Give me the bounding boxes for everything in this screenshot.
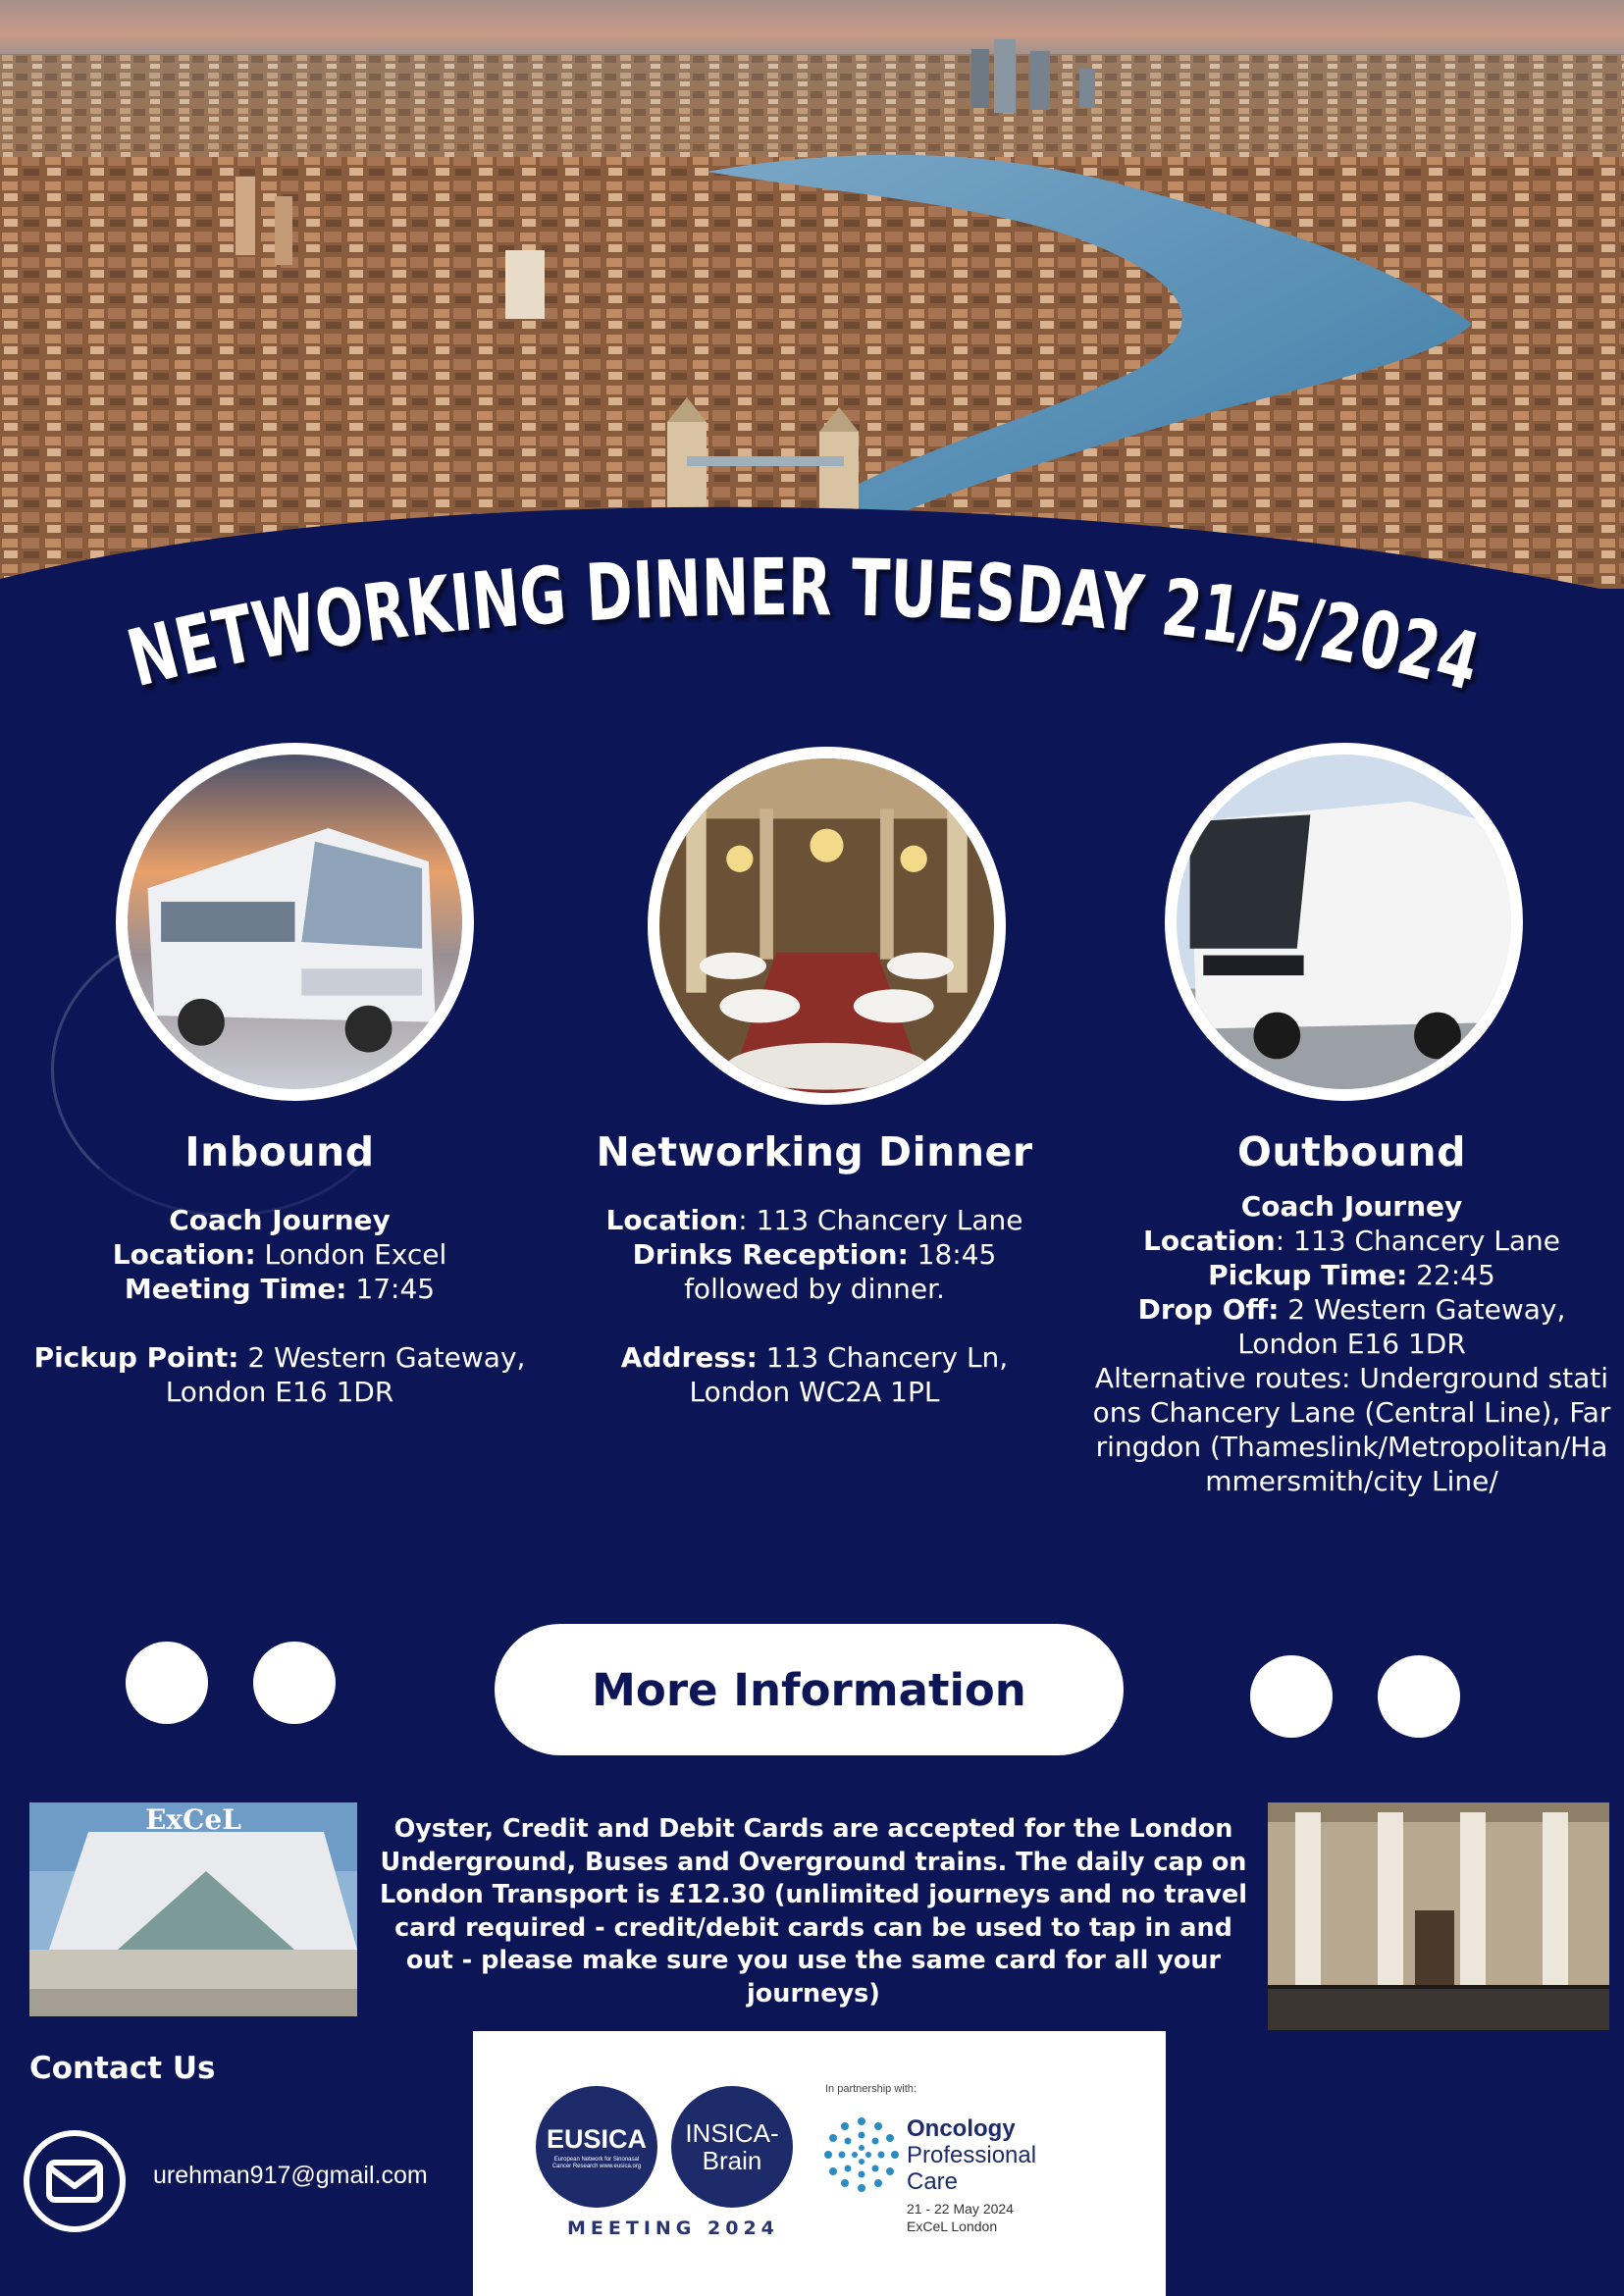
sponsor-logos-panel bbox=[473, 2031, 1166, 2296]
opc-line2: Professional bbox=[907, 2142, 1037, 2168]
excel-sign-text: ExCeL bbox=[145, 1803, 241, 1836]
outbound-location-value: : 113 Chancery Lane bbox=[1275, 1225, 1560, 1257]
inbound-meeting-label: Meeting Time: bbox=[124, 1273, 347, 1305]
insica-logo-line1: INSICA- bbox=[685, 2118, 779, 2148]
page-title-text: NETWORKING DINNER TUESDAY 21/5/2024 bbox=[119, 542, 1503, 712]
dinner-heading: Networking Dinner bbox=[596, 1128, 1033, 1175]
inbound-section bbox=[20, 1128, 540, 1409]
outbound-coach-journey: Coach Journey bbox=[1240, 1190, 1463, 1223]
oncology-professional-care-logo bbox=[907, 2115, 1036, 2195]
contact-us-heading: Contact Us bbox=[29, 2051, 216, 2086]
eusica-logo-subtitle: European Network for Sinonasal Cancer Research www.eusica.org bbox=[551, 2156, 642, 2169]
dinner-hall-photo bbox=[648, 747, 1006, 1105]
dinner-drinks-label: Drinks Reception: bbox=[632, 1238, 909, 1271]
insica-brain-logo bbox=[671, 2086, 793, 2208]
outbound-heading: Outbound bbox=[1237, 1128, 1466, 1175]
insica-logo-line2: Brain bbox=[702, 2146, 762, 2175]
outbound-alternative-routes: Alternative routes: Underground stations Chancery Lane (Central Line), Farringdon (Thameslink/Metropolitan/Hammersmith/city Line/ bbox=[1092, 1362, 1611, 1497]
decorative-dot bbox=[1250, 1655, 1333, 1738]
outbound-dropoff-value: 2 Western Gateway, London E16 1DR bbox=[1237, 1293, 1566, 1360]
inbound-coach-photo bbox=[116, 743, 474, 1101]
outbound-dropoff-label: Drop Off: bbox=[1137, 1293, 1280, 1326]
opc-line1: Oncology bbox=[907, 2115, 1016, 2142]
outbound-section bbox=[1089, 1128, 1614, 1498]
opc-line3: Care bbox=[907, 2168, 959, 2195]
inbound-meeting-value: 17:45 bbox=[346, 1273, 436, 1305]
meeting-2024-label: MEETING 2024 bbox=[567, 2218, 779, 2239]
excel-centre-photo bbox=[29, 1802, 357, 2016]
dinner-location-value: : 113 Chancery Lane bbox=[738, 1204, 1023, 1236]
decorative-dot bbox=[1378, 1655, 1460, 1738]
chancery-building-photo bbox=[1268, 1802, 1609, 2030]
opc-event-date bbox=[907, 2200, 1014, 2235]
inbound-location-label: Location: bbox=[112, 1238, 256, 1271]
envelope-icon bbox=[45, 2159, 104, 2204]
outbound-location-label: Location bbox=[1143, 1225, 1276, 1257]
decorative-dot bbox=[126, 1642, 208, 1724]
dinner-drinks-value: 18:45 bbox=[908, 1238, 997, 1271]
oncology-dots-icon bbox=[822, 2115, 901, 2194]
inbound-location-value: London Excel bbox=[255, 1238, 447, 1271]
partnership-label: In partnership with: bbox=[825, 2083, 917, 2095]
svg-text:NETWORKING DINNER TUESDAY 21/5 bbox=[119, 542, 1503, 712]
inbound-pickup-value: 2 Western Gateway, London E16 1DR bbox=[165, 1341, 526, 1408]
dinner-location-label: Location bbox=[605, 1204, 739, 1236]
inbound-pickup-label: Pickup Point: bbox=[33, 1341, 239, 1374]
networking-dinner-section bbox=[559, 1128, 1070, 1409]
opc-date-line2: ExCeL London bbox=[907, 2218, 998, 2234]
outbound-pickup-value: 22:45 bbox=[1407, 1259, 1495, 1291]
mail-icon[interactable] bbox=[24, 2130, 126, 2232]
eusica-logo-name: EUSICA bbox=[546, 2123, 647, 2154]
dinner-address-label: Address: bbox=[620, 1341, 758, 1374]
dinner-followed-text: followed by dinner. bbox=[684, 1273, 945, 1305]
inbound-coach-journey: Coach Journey bbox=[169, 1204, 391, 1236]
more-information-button[interactable]: More Information bbox=[495, 1624, 1124, 1755]
eusica-logo bbox=[536, 2086, 657, 2208]
dinner-address-value: 113 Chancery Ln, London WC2A 1PL bbox=[689, 1341, 1009, 1408]
contact-email[interactable]: urehman917@gmail.com bbox=[153, 2162, 428, 2189]
inbound-heading: Inbound bbox=[184, 1128, 375, 1175]
page-title bbox=[0, 510, 1624, 726]
transport-note: Oyster, Credit and Debit Cards are accepted for the London Underground, Buses and Overground trains. The daily cap on London Transport is £12.30 (unlimited journeys and no travel card required - credit/debit cards can be used to tap in and out - please make sure you use the same card for all your journeys) bbox=[379, 1814, 1248, 2009]
outbound-pickup-label: Pickup Time: bbox=[1208, 1259, 1408, 1291]
opc-date-line1: 21 - 22 May 2024 bbox=[907, 2201, 1014, 2217]
decorative-dot bbox=[253, 1642, 336, 1724]
outbound-coach-photo bbox=[1165, 743, 1523, 1101]
